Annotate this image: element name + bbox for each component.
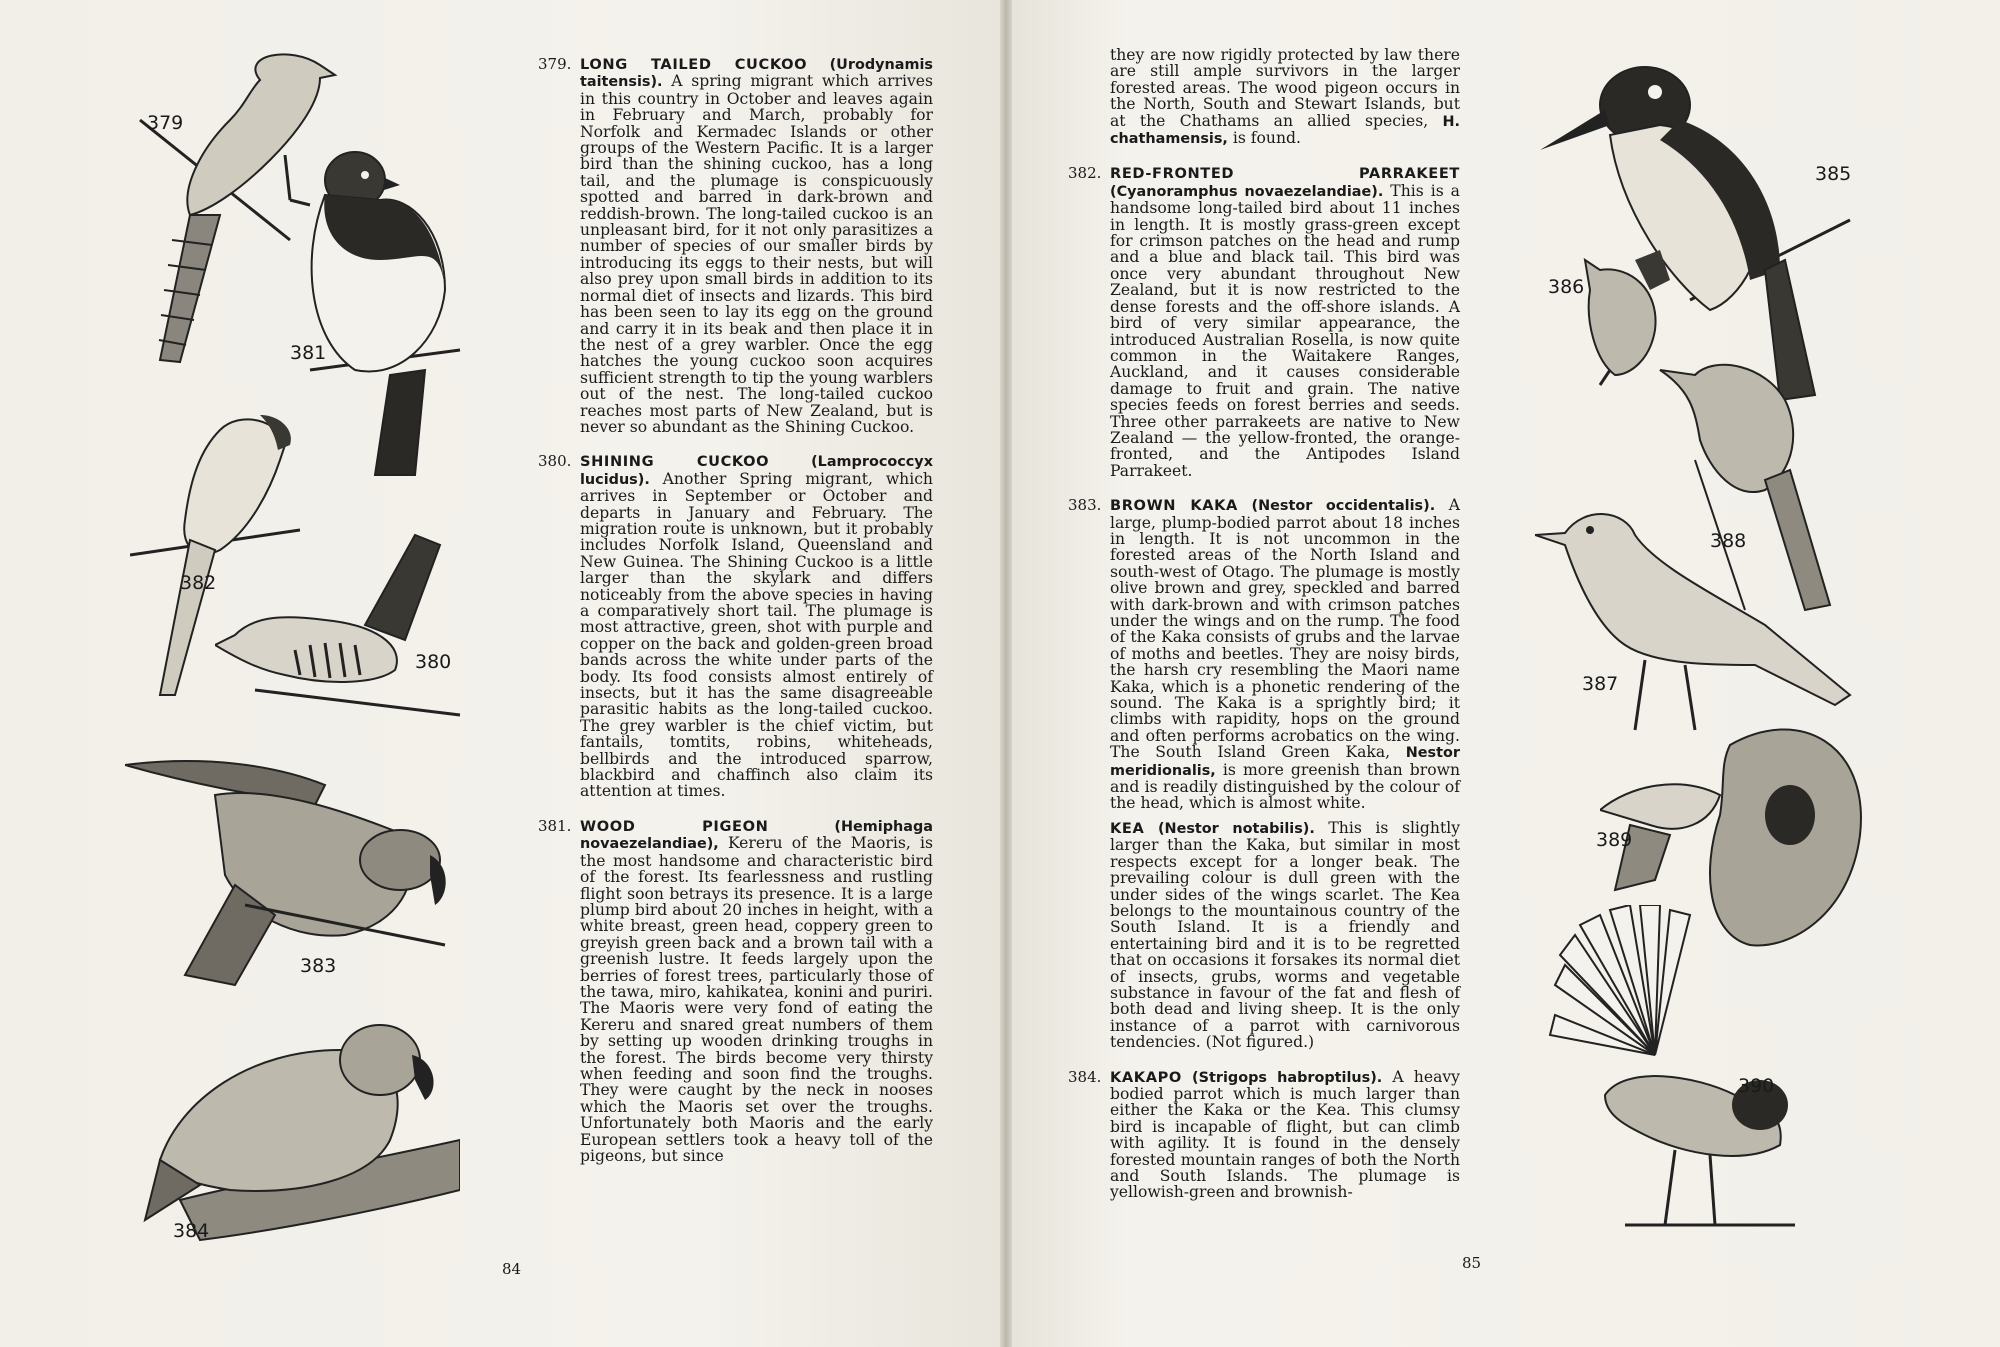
book-gutter: [1000, 0, 1012, 1347]
entry-number: 381.: [538, 816, 572, 835]
entry-scientific-name-2: Nestor meridionalis,: [1110, 745, 1460, 779]
entry-kea: [1068, 820, 1460, 1051]
figure-label-389: 389: [1596, 829, 1633, 851]
continuation-text: they are now rigidly protected by law there are still ample survivors in the larger forested areas. The wood pigeon occurs in the North, South and Stewart Islands, but at the Chathams an allied species,: [1110, 46, 1460, 130]
entry-body: This is slightly larger than the Kaka, but similar in most respects except for a longer beak. The prevailing colour is dull green with the under sides of the wings scarlet. The Kea belongs to the mountainous country of the South Island. It is a friendly and entertaining bird and it is to be regretted that on occasions it forsakes its normal diet of insects, grubs, worms and vegetable substance in favour of the fat and flesh of both dead and living sheep. It is the only instance of a parrot with carnivorous tendencies. (Not figured.): [1110, 818, 1461, 1052]
figure-label-380: 380: [415, 651, 452, 673]
entry-heading: BROWN KAKA: [1110, 497, 1238, 515]
entry-number: 384.: [1068, 1067, 1102, 1086]
entry-381-continued: [1068, 47, 1460, 147]
entry-number: 382.: [1068, 164, 1102, 183]
entry-body: Another Spring migrant, which arrives in September or October and departs in January and February. The migration route is unknown, but it probably includes Norfolk Island, Queensland and New Guinea. The Shining Cuckoo is a little larger than the skylark and differs noticeably from the above species in having a comparatively short tail. The plumage is most attractive, green, shot with purple and copper on the back and golden-green broad bands across the white under parts of the body. Its food consists almost entirely of insects, but it has the same disagreeable parasitic habits as the long-tailed cuckoo. The grey warbler is the chief victim, but fantails, tomtits, robins, whiteheads, bellbirds and the introduced sparrow, blackbird and chaffinch also claim its attention at times.: [580, 469, 933, 801]
entry-scientific-name: (Hemiphaga novaezelandiae),: [580, 818, 933, 853]
page-number: 84: [502, 1260, 522, 1278]
figure-label-388: 388: [1710, 530, 1747, 552]
page-number: 85: [1462, 1254, 1482, 1272]
entry-body: A spring migrant which arrives in this country in October and leaves again in February and March, probably for Norfolk and Kermadec Islands or other groups of the Western Pacific. It is a larger bird than the shining cuckoo, has a long tail, and the plumage is conspicuously spotted and barred in dark-brown and reddish-brown. The long-tailed cuckoo is an unpleasant bird, for it not only parasitizes a number of species of our smaller birds by introducing its eggs to their nests, but will also prey upon small birds in addition to its normal diet of insects and lizards. This bird has been seen to lay its egg on the ground and carry it in its beak and then place it in the nest of a grey warbler. Once the egg hatches the young cuckoo soon acquires sufficient strength to tip the young warblers out of the nest. The long-tailed cuckoo reaches most parts of New Zealand, but is never so abundant as the Shining Cuckoo.: [580, 72, 933, 436]
entry-heading: SHINING CUCKOO: [580, 453, 770, 471]
entry-380: [538, 453, 933, 800]
entry-body: This is a handsome long-tailed bird about 11 inches in length. It is mostly grass-green except for crimson patches on the head and rump and a blue and black tail. This bird was once very abundant throughout New Zealand, but it is now restricted to the dense forests and the off-shore islands. A bird of very similar appearance, the introduced Australian Rosella, is now quite common in the Waitakere Ranges, Auckland, and it causes considerable damage to fruit and grain. The native species feeds on forest berries and seeds. Three other parrakeets are native to New Zealand — the yellow-fronted, the orange-fronted, and the Antipodes Island Parrakeet.: [1110, 181, 1460, 480]
entry-number: 380.: [538, 452, 572, 471]
entry-number: 379.: [538, 55, 572, 73]
figure-label-383: 383: [300, 955, 337, 977]
figure-label-387: 387: [1582, 673, 1619, 695]
figure-label-385: 385: [1815, 163, 1852, 185]
entry-body: A large, plump-bodied parrot about 18 inches in length. It is not uncommon in the forested areas of the North Island and south-west of Otago. The plumage is mostly olive brown and grey, speckled and barred with dark-brown and with crimson patches under the wings and on the rump. The food of the Kaka consists of grubs and the larvae of moths and beetles. They are noisy birds, the harsh cry resembling the Maori name Kaka, which is a phonetic rendering of the sound. The Kaka is a sprightly bird; it climbs with rapidity, hops on the ground and often performs acrobatics on the wing. The South Island Green Kaka,: [1110, 496, 1460, 762]
figure-label-379: 379: [147, 112, 184, 134]
entry-381: [538, 818, 933, 1165]
figure-label-381: 381: [290, 342, 327, 364]
shining-cuckoo-illustration: [215, 525, 465, 725]
right-text-column: [1068, 47, 1460, 1219]
entry-number: 383.: [1068, 496, 1102, 515]
entry-heading: LONG TAILED CUCKOO: [580, 56, 808, 73]
entry-384: [1068, 1069, 1460, 1201]
entry-scientific-name: (Nestor occidentalis).: [1251, 498, 1436, 515]
entry-heading: KEA: [1110, 819, 1145, 837]
fantail-illustration: [1545, 905, 1805, 1235]
entry-scientific-name: (Strigops habroptilus).: [1192, 1069, 1383, 1086]
entry-heading: KAKAPO: [1110, 1068, 1182, 1086]
pipit-illustration: [1535, 505, 1855, 735]
wood-pigeon-illustration: [300, 140, 470, 480]
entry-383: [1068, 497, 1460, 812]
figure-label-382: 382: [180, 572, 217, 594]
entry-scientific-name: (Cyanoramphus novaezelandiae).: [1110, 183, 1384, 200]
entry-body: A heavy bodied parrot which is much larger than either the Kaka or the Kea. This clumsy bird is incapable of flight, but can climb with agility. It is found in the densely forested mountain ranges of both the North and South Islands. The plumage is yellowish-green and brownish-: [1110, 1067, 1460, 1202]
entry-scientific-name: H. chathamensis,: [1110, 113, 1460, 148]
continuation-text-end: is found.: [1232, 129, 1301, 148]
entry-382: [1068, 165, 1460, 479]
figure-label-390: 390: [1738, 1075, 1775, 1097]
entry-heading: RED-FRONTED PARRAKEET: [1110, 165, 1460, 183]
entry-body-2: is more greenish than brown and is readily distinguished by the colour of the head, which is almost white.: [1110, 760, 1460, 813]
entry-scientific-name: (Lamprococcyx lucidus).: [580, 454, 933, 488]
entry-scientific-name: (Nestor notabilis).: [1157, 820, 1315, 837]
entry-scientific-name: (Urodynamis taitensis).: [580, 57, 933, 91]
entry-heading: WOOD PIGEON: [580, 817, 769, 835]
figure-label-384: 384: [173, 1220, 210, 1242]
figure-label-386: 386: [1548, 276, 1585, 298]
kakapo-illustration: [140, 1010, 460, 1250]
entry-body: Kereru of the Maoris, is the most handsome and characteristic bird of the forest. Its fearlessness and rustling flight soon betrays its presence. It is a large plump bird about 20 inches in height, with a white breast, green head, coppery green to greyish green back and a brown tail with a greenish lustre. It feeds largely upon the berries of forest trees, particularly those of the tawa, miro, kahikatea, konini and puriri. The Maoris were very fond of eating the Kereru and snared great numbers of them by setting up wooden drinking troughs in the forest. The birds become very thirsty when feeding and soon find the troughs. They were caught by the neck in nooses which the Maoris set over the troughs. Unfortunately both Maoris and the early European settlers took a heavy toll of the pigeons, but since: [580, 834, 933, 1165]
left-text-column: [538, 56, 933, 1182]
entry-379: [538, 56, 933, 435]
brown-kaka-illustration: [125, 755, 455, 995]
